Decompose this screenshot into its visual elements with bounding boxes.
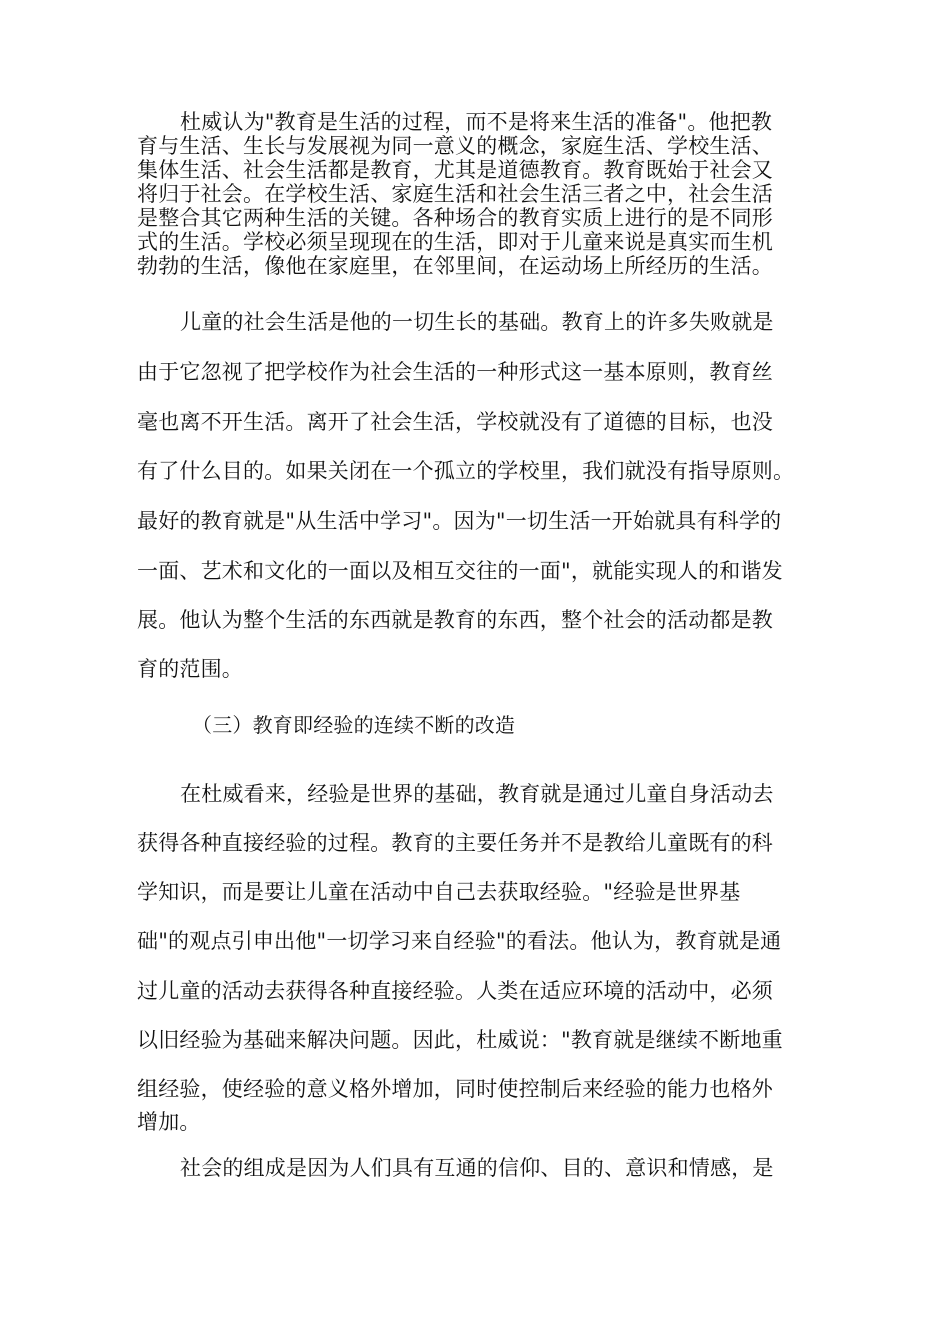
paragraph-line: 学知识，而是要让儿童在活动中自己去获取经验。"经验是世界基 xyxy=(137,880,741,904)
paragraph-line: 展。他认为整个生活的东西就是教育的东西，整个社会的活动都是教 xyxy=(137,608,773,632)
paragraph-line: 获得各种直接经验的过程。教育的主要任务并不是教给儿童既有的科 xyxy=(137,831,773,855)
paragraph-line: 最好的教育就是"从生活中学习"。因为"一切生活一开始就具有科学的 xyxy=(137,509,782,533)
paragraph-line: 有了什么目的。如果关闭在一个孤立的学校里，我们就没有指导原则。 xyxy=(137,459,795,483)
paragraph-line: 集体生活、社会生活都是教育，尤其是道德教育。教育既始于社会又 xyxy=(137,158,773,182)
paragraph-line: 础"的观点引申出他"一切学习来自经验"的看法。他认为，教育就是通 xyxy=(137,929,782,953)
paragraph-line: 式的生活。学校必须呈现现在的生活，即对于儿童来说是真实而生机 xyxy=(137,230,773,254)
paragraph-line: 育与生活、生长与发展视为同一意义的概念，家庭生活、学校生活、 xyxy=(137,134,773,158)
paragraph-line: 毫也离不开生活。离开了社会生活，学校就没有了道德的目标，也没 xyxy=(137,410,773,434)
paragraph-line: 组经验，使经验的意义格外增加，同时使控制后来经验的能力也格外 xyxy=(137,1077,773,1101)
paragraph-line: 育的范围。 xyxy=(137,657,243,681)
paragraph-line: 社会的组成是因为人们具有互通的信仰、目的、意识和情感，是 xyxy=(180,1156,774,1180)
paragraph-line: 由于它忽视了把学校作为社会生活的一种形式这一基本原则，教育丝 xyxy=(137,360,773,384)
paragraph-line: 增加。 xyxy=(137,1110,201,1134)
paragraph-line: 将归于社会。在学校生活、家庭生活和社会生活三者之中，社会生活 xyxy=(137,182,773,206)
paragraph-line: 以旧经验为基础来解决问题。因此，杜威说："教育就是继续不断地重 xyxy=(137,1028,783,1052)
paragraph-line: 儿童的社会生活是他的一切生长的基础。教育上的许多失败就是 xyxy=(180,310,774,334)
paragraph-line: 在杜威看来，经验是世界的基础，教育就是通过儿童自身活动去 xyxy=(180,782,774,806)
paragraph-line: 勃勃的生活，像他在家庭里，在邻里间，在运动场上所经历的生活。 xyxy=(137,254,773,278)
paragraph-line: 过儿童的活动去获得各种直接经验。人类在适应环境的活动中，必须 xyxy=(137,979,773,1003)
section-heading: （三）教育即经验的连续不断的改造 xyxy=(192,713,516,737)
paragraph-line: 一面、艺术和文化的一面以及相互交往的一面"，就能实现人的和谐发 xyxy=(137,559,783,583)
paragraph-line: 杜威认为"教育是生活的过程，而不是将来生活的准备"。他把教 xyxy=(180,110,773,134)
paragraph-line: 是整合其它两种生活的关键。各种场合的教育实质上进行的是不同形 xyxy=(137,206,773,230)
